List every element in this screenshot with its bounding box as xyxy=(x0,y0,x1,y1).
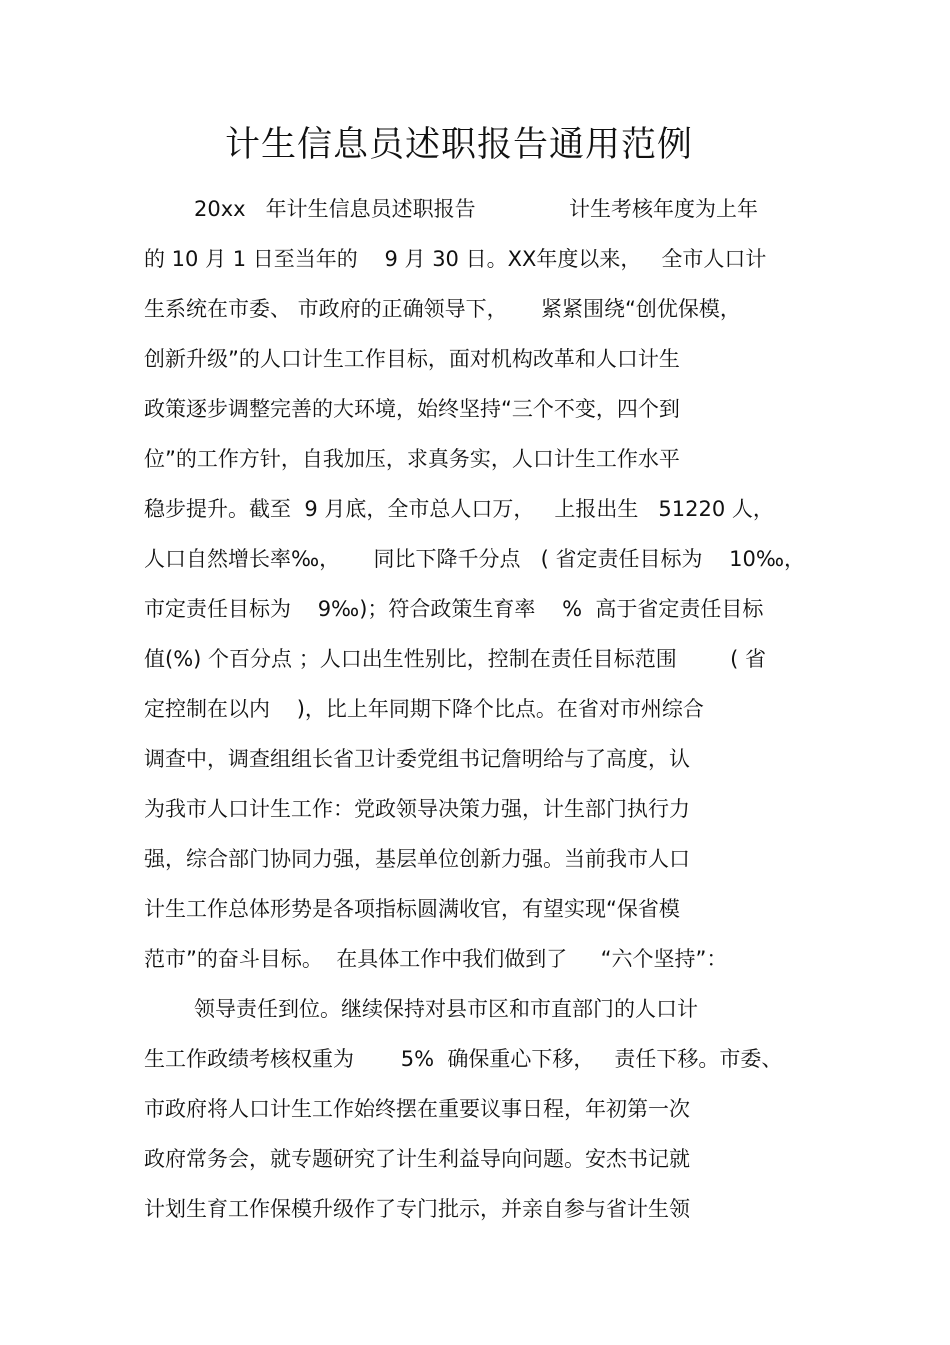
text-line: 20xx 年计生信息员述职报告 计生考核年度为上年 xyxy=(194,197,759,221)
text-line: 为我市人口计生工作：党政领导决策力强，计生部门执行力 xyxy=(144,797,690,821)
text-line: 计划生育工作保模升级作了专门批示，并亲自参与省计生领 xyxy=(144,1197,690,1221)
text-line: 创新升级”的人口计生工作目标，面对机构改革和人口计生 xyxy=(144,347,680,371)
document-title: 计生信息员述职报告通用范例 xyxy=(224,125,693,165)
text-line: 领导责任到位。继续保持对县市区和市直部门的人口计 xyxy=(194,997,698,1021)
text-line: 市政府将人口计生工作始终摆在重要议事日程，年初第一次 xyxy=(144,1097,690,1121)
document-body xyxy=(144,184,814,1234)
text-line: 政策逐步调整完善的大环境，始终坚持“三个不变，四个到 xyxy=(144,397,680,421)
text-line: 值(%) 个百分点 ；人口出生性别比，控制在责任目标范围 ( 省 xyxy=(144,647,766,671)
text-line: 计生工作总体形势是各项指标圆满收官，有望实现“保省模 xyxy=(144,897,680,921)
text-line: 生系统在市委、 市政府的正确领导下， 紧紧围绕“创优保模， xyxy=(144,297,741,321)
text-line: 强，综合部门协同力强，基层单位创新力强。当前我市人口 xyxy=(144,847,690,871)
text-line: 调查中，调查组组长省卫计委党组书记詹明给与了高度，认 xyxy=(144,747,690,771)
text-line: 定控制在以内 )，比上年同期下降个比点。在省对市州综合 xyxy=(144,697,704,721)
text-line: 的 10 月 1 日至当年的 9 月 30 日。XX年度以来， 全市人口计 xyxy=(144,247,767,271)
text-line: 位”的工作方针，自我加压，求真务实，人口计生工作水平 xyxy=(144,447,680,471)
text-line: 稳步提升。截至 9 月底，全市总人口万， 上报出生 51220 人， xyxy=(144,497,774,521)
text-line: 市定责任目标为 9‰)；符合政策生育率 % 高于省定责任目标 xyxy=(144,597,764,621)
text-line: 生工作政绩考核权重为 5% 确保重心下移， 责任下移。市委、 xyxy=(144,1047,783,1071)
text-line: 人口自然增长率‰， 同比下降千分点 ( 省定责任目标为 10‰， xyxy=(144,547,806,571)
text-line: 范市”的奋斗目标。 在具体工作中我们做到了 “六个坚持”： xyxy=(144,947,728,971)
text-line: 政府常务会，就专题研究了计生利益导向问题。安杰书记就 xyxy=(144,1147,690,1171)
